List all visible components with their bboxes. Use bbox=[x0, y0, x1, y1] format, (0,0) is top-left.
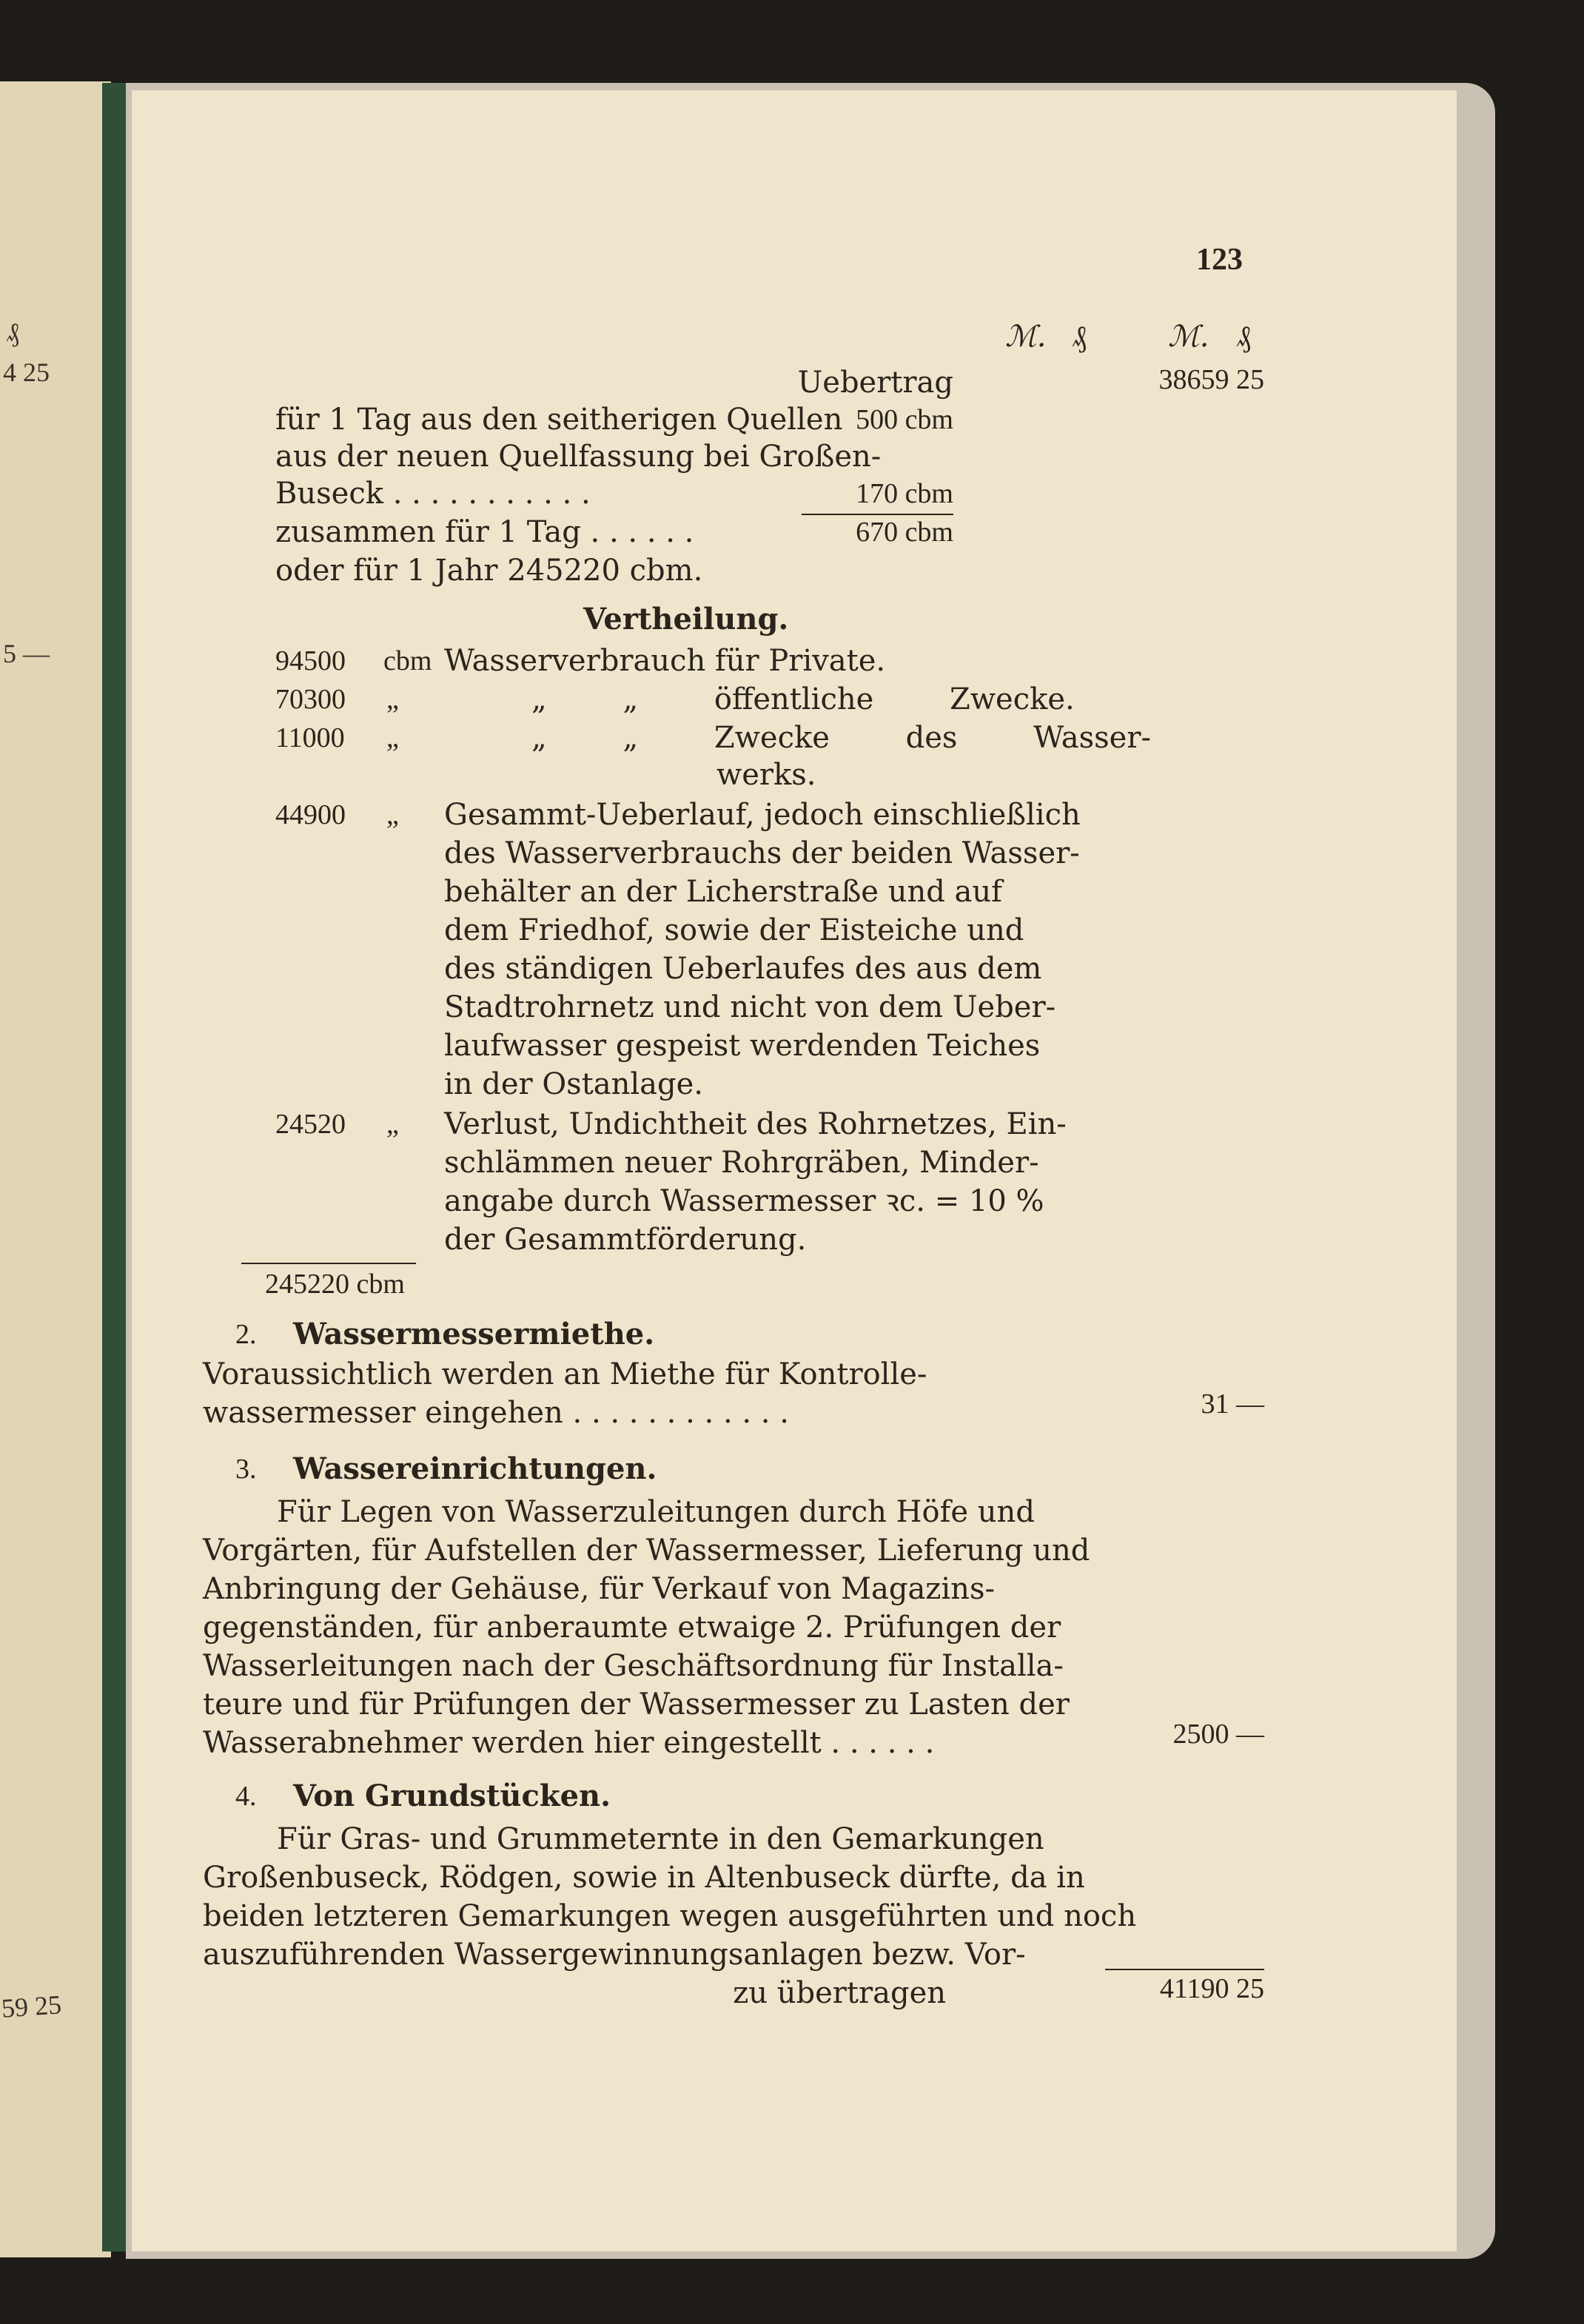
intro-value-4: 670 cbm bbox=[856, 517, 953, 548]
section-3-line-1: Für Legen von Wasserzuleitungen durch Höfe und bbox=[277, 1495, 1035, 1529]
section-2-heading: Wassermessermiethe. bbox=[293, 1317, 655, 1351]
section-3-line-2: Vorgärten, für Aufstellen der Wassermesser, Lieferung und bbox=[203, 1534, 1090, 1568]
left-page-edge bbox=[0, 81, 111, 2257]
dist-text-1: Wasserverbrauch für Private. bbox=[444, 644, 886, 678]
section-3-line-6: teure und für Prüfungen der Wassermesser zu Lasten der bbox=[203, 1687, 1070, 1722]
dist-text-3a: „ „ Zwecke des Wasser- bbox=[531, 721, 1151, 755]
dist-unit-3: „ bbox=[386, 722, 399, 753]
dist-text-4b: des Wasserverbrauchs der beiden Wasser- bbox=[444, 836, 1080, 870]
distribution-total-rule bbox=[241, 1263, 416, 1264]
intro-value-1: 500 cbm bbox=[856, 404, 953, 435]
dist-text-4g: laufwasser gespeist werdenden Teiches bbox=[444, 1029, 1041, 1063]
section-3-number: 3. bbox=[235, 1454, 257, 1485]
section-3-line-4: gegenständen, für anberaumte etwaige 2. Prüfungen der bbox=[203, 1611, 1061, 1645]
dist-text-5d: der Gesammtförderung. bbox=[444, 1223, 807, 1257]
section-2-line-1: Voraussichtlich werden an Miethe für Kontrolle- bbox=[203, 1357, 927, 1391]
dist-unit-4: „ bbox=[386, 799, 399, 830]
section-4-line-3: beiden letzteren Gemarkungen wegen ausgeführten und noch bbox=[203, 1899, 1137, 1933]
left-margin-pfennig: ₰ bbox=[6, 318, 19, 347]
col-header-mark-2: ℳ. bbox=[1168, 320, 1209, 354]
section-3-line-7: Wasserabnehmer werden hier eingestellt . . . . . . bbox=[203, 1726, 935, 1760]
intro-line-4: zusammen für 1 Tag . . . . . . bbox=[275, 515, 694, 549]
page-number: 123 bbox=[1196, 243, 1243, 277]
section-4-heading: Von Grundstücken. bbox=[293, 1779, 611, 1813]
section-2-amount: 31 — bbox=[1201, 1388, 1264, 1420]
dist-text-4d: dem Friedhof, sowie der Eisteiche und bbox=[444, 913, 1024, 947]
dist-amount-3: 11000 bbox=[275, 722, 345, 753]
dist-text-3b: werks. bbox=[717, 758, 816, 792]
section-4-number: 4. bbox=[235, 1781, 257, 1812]
dist-amount-4: 44900 bbox=[275, 799, 346, 830]
dist-text-5c: angabe durch Wassermesser ꝛc. = 10 % bbox=[444, 1184, 1044, 1218]
section-2-line-2: wassermesser eingehen . . . . . . . . . . . . bbox=[203, 1396, 789, 1430]
intro-value-3: 170 cbm bbox=[856, 478, 953, 509]
intro-line-1: für 1 Tag aus den seitherigen Quellen bbox=[275, 403, 843, 437]
section-4-line-2: Großenbuseck, Rödgen, sowie in Altenbuseck dürfte, da in bbox=[203, 1861, 1085, 1895]
section-3-line-3: Anbringung der Gehäuse, für Verkauf von Magazins- bbox=[203, 1572, 995, 1606]
carry-forward-label: zu übertragen bbox=[733, 1976, 946, 2010]
dist-unit-5: „ bbox=[386, 1109, 399, 1140]
section-3-line-5: Wasserleitungen nach der Geschäftsordnung für Installa- bbox=[203, 1649, 1064, 1683]
book-spine-edge bbox=[102, 83, 129, 2251]
distribution-total: 245220 cbm bbox=[265, 1269, 405, 1300]
left-margin-amount-1: 4 25 bbox=[3, 357, 50, 387]
section-4-line-4: auszuführenden Wassergewinnungsanlagen bezw. Vor- bbox=[203, 1938, 1026, 1972]
dist-amount-2: 70300 bbox=[275, 684, 346, 715]
section-4-line-1: Für Gras- und Grummeternte in den Gemarkungen bbox=[277, 1822, 1044, 1856]
carryover-amount: 38659 25 bbox=[1158, 364, 1264, 395]
left-margin-amount-2: 5 — bbox=[3, 639, 50, 668]
section-3-amount: 2500 — bbox=[1172, 1719, 1264, 1750]
dist-amount-1: 94500 bbox=[275, 645, 346, 676]
dist-text-5b: schlämmen neuer Rohrgräben, Minder- bbox=[444, 1146, 1039, 1180]
intro-line-5: oder für 1 Jahr 245220 cbm. bbox=[275, 554, 703, 588]
dist-text-4f: Stadtrohrnetz und nicht von dem Ueber- bbox=[444, 990, 1056, 1024]
dist-text-4e: des ständigen Ueberlaufes des aus dem bbox=[444, 952, 1042, 986]
intro-line-2: aus der neuen Quellfassung bei Großen- bbox=[275, 440, 882, 474]
col-header-mark-1: ℳ. bbox=[1005, 320, 1047, 354]
col-header-pf-1: ₰ bbox=[1072, 320, 1087, 354]
intro-line-3: Buseck . . . . . . . . . . . bbox=[275, 477, 591, 511]
distribution-heading: Vertheilung. bbox=[583, 602, 789, 637]
book-page bbox=[132, 90, 1457, 2251]
dist-text-2: „ „ öffentliche Zwecke. bbox=[531, 682, 1075, 716]
dist-amount-5: 24520 bbox=[275, 1109, 346, 1140]
dist-unit-2: „ bbox=[386, 684, 399, 715]
carry-forward-amount: 41190 25 bbox=[1159, 1973, 1264, 2004]
section-3-heading: Wassereinrichtungen. bbox=[293, 1451, 657, 1486]
dist-unit-1: cbm bbox=[383, 645, 432, 676]
col-header-pf-2: ₰ bbox=[1236, 320, 1251, 354]
dist-text-4h: in der Ostanlage. bbox=[444, 1067, 704, 1101]
left-margin-amount-3: 59 25 bbox=[0, 1989, 63, 2024]
section-2-number: 2. bbox=[235, 1319, 257, 1350]
carryover-label: Uebertrag bbox=[797, 366, 953, 400]
dist-text-4a: Gesammt-Ueberlauf, jedoch einschließlich bbox=[444, 798, 1081, 832]
dist-text-5a: Verlust, Undichtheit des Rohrnetzes, Ein- bbox=[444, 1107, 1067, 1141]
dist-text-4c: behälter an der Licherstraße und auf bbox=[444, 875, 1002, 909]
